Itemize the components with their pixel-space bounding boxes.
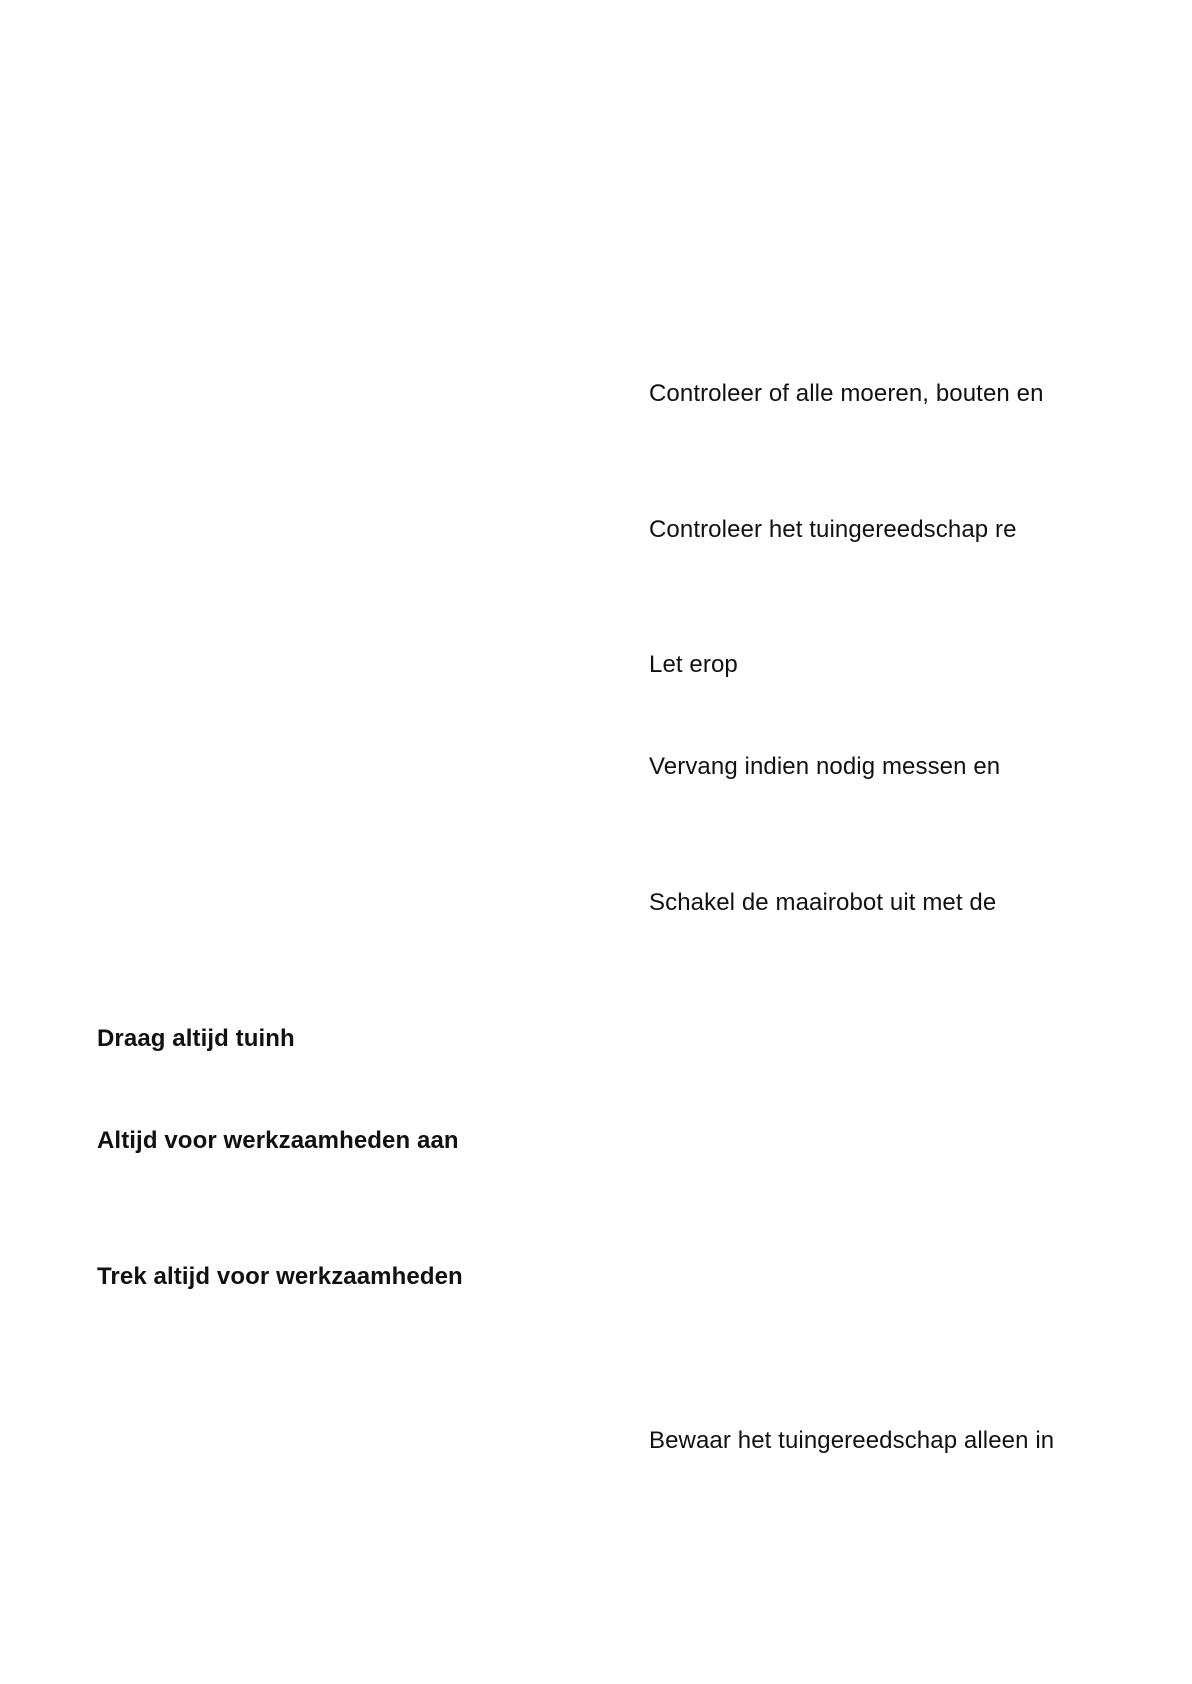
text-line: Schakel de maairobot uit met de — [649, 889, 997, 916]
text-line: Controleer of alle moeren, bouten en — [649, 380, 1044, 407]
text-line: Let erop — [649, 651, 738, 678]
text-line: Bewaar het tuingereedschap alleen in — [649, 1427, 1055, 1454]
bold-text-line: Draag altijd tuinh — [97, 1025, 295, 1052]
bold-text-line: Trek altijd voor werkzaamheden — [97, 1263, 463, 1290]
text-line: Vervang indien nodig messen en — [649, 753, 1001, 780]
bold-text-line: Altijd voor werkzaamheden aan — [97, 1127, 459, 1154]
text-line: Controleer het tuingereedschap re — [649, 516, 1017, 543]
